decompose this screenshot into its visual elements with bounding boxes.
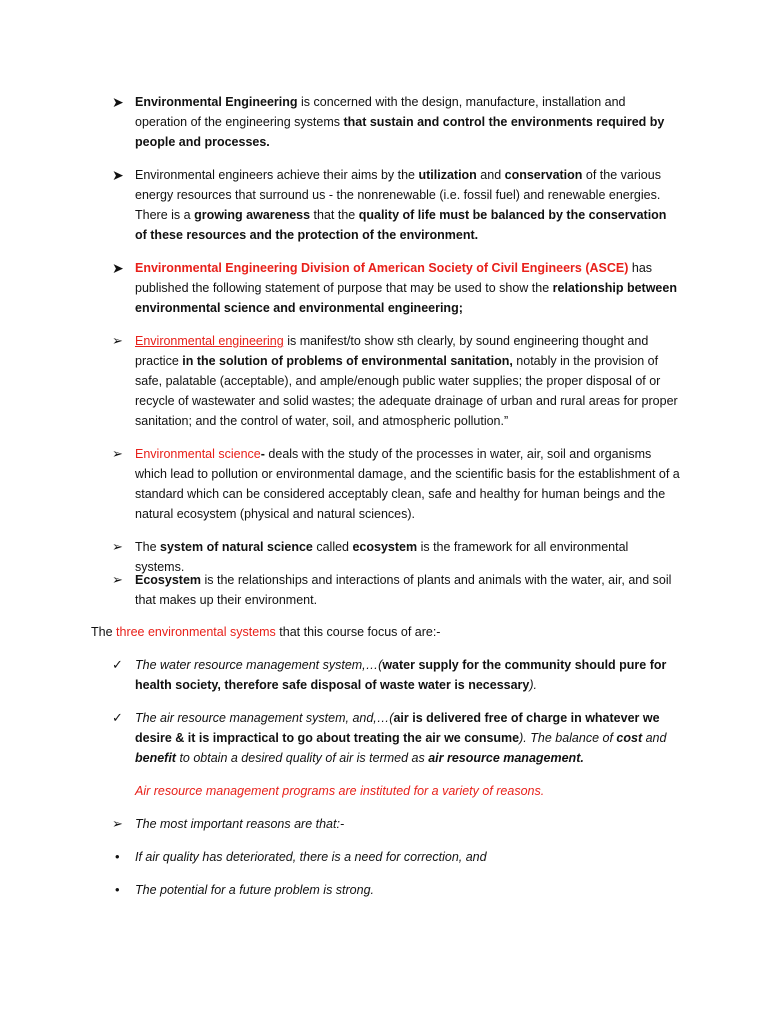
paragraph-env-engineering-purpose: Environmental engineering is manifest/to show sth clearly, by sound engineering thought and practice in the solution of problems of environmental sanitation, notably in the provision of safe, palatable (acceptable), and ample/enough public water supplies; the proper disposal of or recycle of wastewater and solid wastes; the adequate drainage of urban and rural areas for proper sanitation; and the control of water, soil, and atmospheric pollution.” bbox=[135, 334, 678, 428]
reason-item: If air quality has deteriorated, there is a need for correction, and bbox=[135, 850, 487, 864]
arrow-bullet-icon: ➢ bbox=[112, 539, 123, 554]
arrow-bullet-icon: ➤ bbox=[112, 260, 124, 276]
paragraph-ecosystem: Ecosystem is the relationships and interactions of plants and animals with the water, air, and soil that makes up their environment. bbox=[135, 573, 672, 607]
paragraph-env-science: Environmental science- deals with the study of the processes in water, air, soil and organisms which lead to pollution or environmental damage, and the scientific basis for the establishment of a standard which can be considered acceptably clean, safe and healthy for human beings and the natural ecosystem (physical and natural sciences). bbox=[135, 447, 680, 521]
water-resource-system-item: The water resource management system,…(water supply for the community should pure for health society, therefore safe disposal of waste water is necessary). bbox=[135, 658, 667, 692]
three-systems-intro: The three environmental systems that this course focus of are:- bbox=[91, 625, 441, 639]
arrow-bullet-icon: ➢ bbox=[112, 333, 123, 348]
paragraph-asce-statement: Environmental Engineering Division of American Society of Civil Engineers (ASCE) has published the following statement of purpose that may be used to show the relationship between environmental science and environmental engineering; bbox=[135, 261, 677, 315]
paragraph-env-engineering-definition: Environmental Engineering is concerned with the design, manufacture, installation and operation of the engineering systems that sustain and control the environments required by people and processes. bbox=[135, 95, 665, 149]
arrow-bullet-icon: ➢ bbox=[112, 446, 123, 461]
checkmark-icon: ✓ bbox=[112, 710, 123, 725]
dot-bullet-icon: • bbox=[115, 882, 120, 897]
term-environmental-engineering: Environmental Engineering bbox=[135, 95, 298, 109]
term-environmental-engineering-link: Environmental engineering bbox=[135, 334, 284, 348]
term-environmental-science: Environmental science bbox=[135, 447, 261, 461]
paragraph-natural-science-system: The system of natural science called ecosystem is the framework for all environmental systems. bbox=[135, 540, 629, 574]
paragraph-engineers-aims: Environmental engineers achieve their aims by the utilization and conservation of the various energy resources that surround us - the nonrenewable (i.e. fossil fuel) and renewable energies. There is a growing awareness that the quality of life must be balanced by the conservation of these resources and the protection of the environment. bbox=[135, 168, 667, 242]
arrow-bullet-icon: ➤ bbox=[112, 94, 124, 110]
reasons-heading: The most important reasons are that:- bbox=[135, 817, 345, 831]
checkmark-icon: ✓ bbox=[112, 657, 123, 672]
air-resource-system-item: The air resource management system, and,…(air is delivered free of charge in whatever we desire & it is impractical to go about treating the air we consume). The balance of cost and benefit to obtain a desired quality of air is termed as air resource management. bbox=[135, 711, 667, 765]
arrow-bullet-icon: ➢ bbox=[112, 572, 123, 587]
asce-division-name: Environmental Engineering Division of American Society of Civil Engineers (ASCE) bbox=[135, 261, 629, 275]
arrow-bullet-icon: ➤ bbox=[112, 167, 124, 183]
dot-bullet-icon: • bbox=[115, 849, 120, 864]
reason-item: The potential for a future problem is strong. bbox=[135, 883, 375, 897]
arrow-bullet-icon: ➢ bbox=[112, 816, 123, 831]
air-programs-note: Air resource management programs are instituted for a variety of reasons. bbox=[135, 784, 545, 798]
